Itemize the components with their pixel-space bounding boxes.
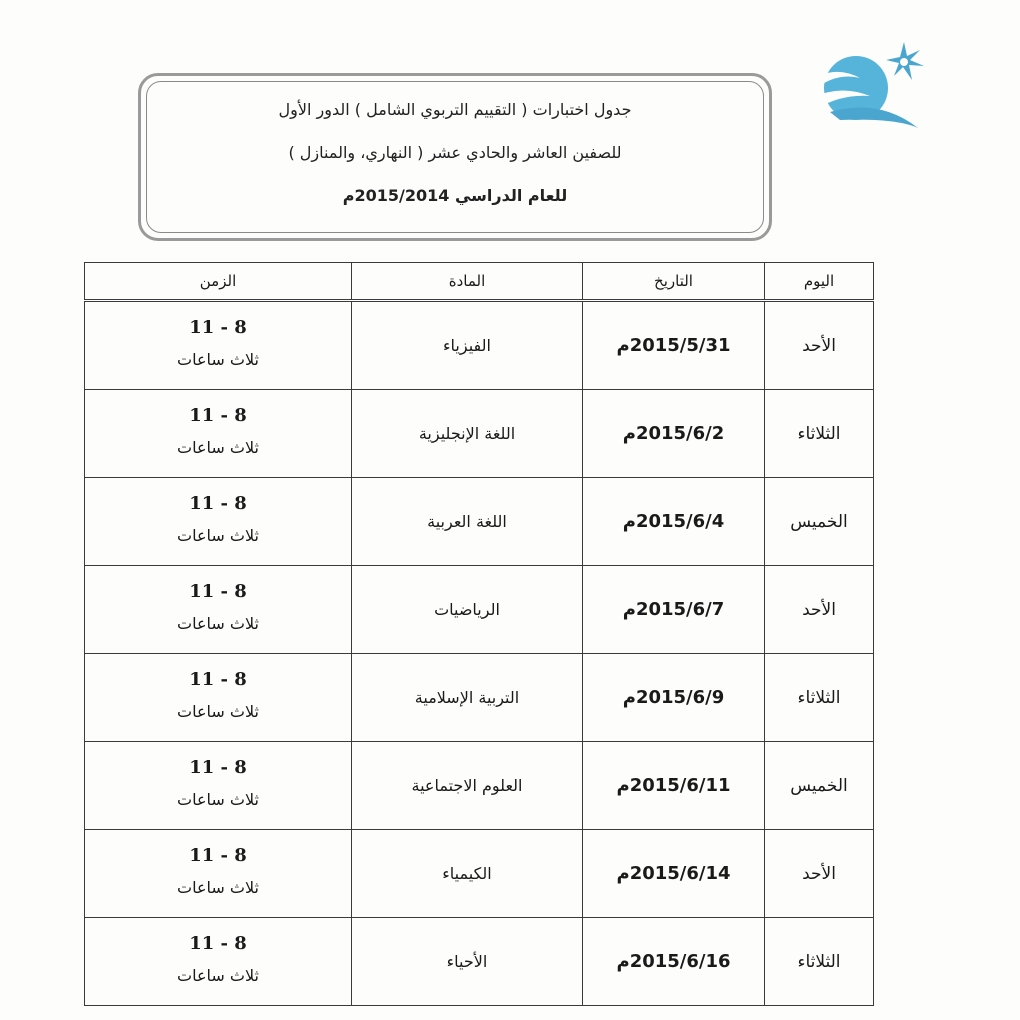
cell-date: 2015/6/16م <box>583 918 765 1006</box>
header-date: التاريخ <box>583 263 765 301</box>
time-range: 11 - 8 <box>189 668 247 690</box>
cell-subject: اللغة العربية <box>352 478 583 566</box>
table-row <box>85 301 874 390</box>
cell-time <box>85 918 352 1006</box>
cell-date: 2015/6/9م <box>583 654 765 742</box>
cell-day: الثلاثاء <box>765 918 874 1006</box>
exam-schedule-table <box>84 262 874 1006</box>
title-line-2: للصفين العاشر والحادي عشر ( النهاري، والمنازل ) <box>288 143 622 162</box>
table-row <box>85 742 874 830</box>
cell-day: الثلاثاء <box>765 390 874 478</box>
cell-subject: الرياضيات <box>352 566 583 654</box>
time-duration: ثلاث ساعات <box>177 613 259 633</box>
cell-time <box>85 654 352 742</box>
time-range: 11 - 8 <box>189 404 247 426</box>
cell-day: الأحد <box>765 566 874 654</box>
time-range: 11 - 8 <box>189 580 247 602</box>
title-inner-frame <box>146 81 764 233</box>
cell-date: 2015/6/7م <box>583 566 765 654</box>
cell-date: 2015/5/31م <box>583 301 765 390</box>
cell-day: الخميس <box>765 742 874 830</box>
header-day: اليوم <box>765 263 874 301</box>
cell-date: 2015/6/4م <box>583 478 765 566</box>
cell-subject: التربية الإسلامية <box>352 654 583 742</box>
time-range: 11 - 8 <box>189 756 247 778</box>
cell-subject: الأحياء <box>352 918 583 1006</box>
ministry-logo-icon <box>800 38 930 138</box>
table-row <box>85 566 874 654</box>
cell-time <box>85 830 352 918</box>
time-duration: ثلاث ساعات <box>177 789 259 809</box>
cell-day: الأحد <box>765 830 874 918</box>
table-row <box>85 478 874 566</box>
table-row <box>85 830 874 918</box>
cell-time <box>85 478 352 566</box>
cell-subject: اللغة الإنجليزية <box>352 390 583 478</box>
time-duration: ثلاث ساعات <box>177 701 259 721</box>
cell-time <box>85 390 352 478</box>
cell-time <box>85 566 352 654</box>
table-row <box>85 390 874 478</box>
cell-time <box>85 742 352 830</box>
cell-date: 2015/6/14م <box>583 830 765 918</box>
cell-day: الخميس <box>765 478 874 566</box>
cell-date: 2015/6/11م <box>583 742 765 830</box>
time-duration: ثلاث ساعات <box>177 437 259 457</box>
cell-subject: الفيزياء <box>352 301 583 390</box>
table-row <box>85 654 874 742</box>
time-duration: ثلاث ساعات <box>177 525 259 545</box>
header-time: الزمن <box>85 263 352 301</box>
title-line-1: جدول اختبارات ( التقييم التربوي الشامل ) الدور الأول <box>278 100 632 119</box>
time-range: 11 - 8 <box>189 844 247 866</box>
time-duration: ثلاث ساعات <box>177 349 259 369</box>
cell-day: الأحد <box>765 301 874 390</box>
cell-date: 2015/6/2م <box>583 390 765 478</box>
time-duration: ثلاث ساعات <box>177 965 259 985</box>
table-header-row <box>85 263 874 301</box>
time-range: 11 - 8 <box>189 932 247 954</box>
cell-time <box>85 301 352 390</box>
time-duration: ثلاث ساعات <box>177 877 259 897</box>
cell-day: الثلاثاء <box>765 654 874 742</box>
time-range: 11 - 8 <box>189 492 247 514</box>
time-range: 11 - 8 <box>189 316 247 338</box>
title-line-3: للعام الدراسي 2015/2014م <box>342 186 568 205</box>
cell-subject: الكيمياء <box>352 830 583 918</box>
table-row <box>85 918 874 1006</box>
header-subject: المادة <box>352 263 583 301</box>
cell-subject: العلوم الاجتماعية <box>352 742 583 830</box>
title-frame <box>138 73 772 241</box>
